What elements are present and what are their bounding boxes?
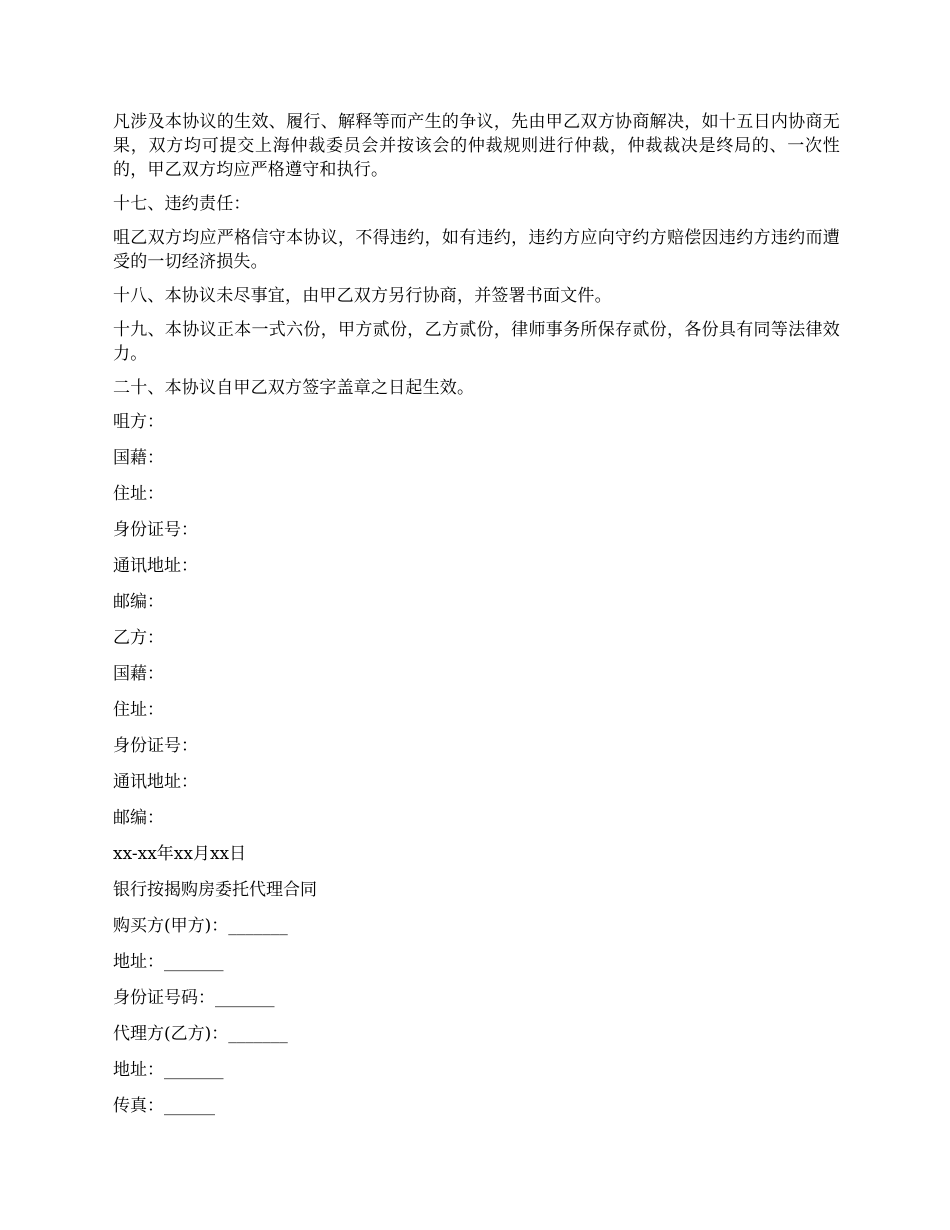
contract-title: 银行按揭购房委托代理合同 <box>113 880 317 900</box>
party-b-address-label: 住址： <box>113 700 164 720</box>
party-b-id-number-label: 身份证号： <box>113 736 198 756</box>
party-a-nationality-label: 国藉： <box>113 448 164 468</box>
party-a-mailing-address-label: 通讯地址： <box>113 556 198 576</box>
section-18-paragraph: 十八、本协议未尽事宜，由甲乙双方另行协商，并签署书面文件。 <box>113 286 612 306</box>
agent-fax-field: 传真：______ <box>113 1096 215 1116</box>
party-b-label: 乙方： <box>113 628 164 648</box>
party-a-label: 咀方： <box>113 412 164 432</box>
agent-field: 代理方(乙方)：_______ <box>113 1024 288 1044</box>
party-a-address-label: 住址： <box>113 484 164 504</box>
buyer-id-number-field: 身份证号码：_______ <box>113 988 275 1008</box>
party-b-mailing-address-label: 通讯地址： <box>113 772 198 792</box>
section-17-heading: 十七、违约责任： <box>113 194 251 214</box>
party-a-postcode-label: 邮编： <box>113 592 164 612</box>
section-20-paragraph: 二十、本协议自甲乙双方签字盖章之日起生效。 <box>113 378 475 398</box>
section-19-paragraph: 十九、本协议正本一式六份，甲方贰份，乙方贰份，律师事务所保存贰份，各份具有同等法律效力。 <box>113 320 840 364</box>
buyer-field: 购买方(甲方)：_______ <box>113 916 288 936</box>
party-b-nationality-label: 国藉： <box>113 664 164 684</box>
party-a-id-number-label: 身份证号： <box>113 520 198 540</box>
agent-address-field: 地址：_______ <box>113 1060 224 1080</box>
breach-liability-paragraph: 咀乙双方均应严格信守本协议，不得违约，如有违约，违约方应向守约方赔偿因违约方违约而遭受的一切经济损失。 <box>113 228 840 272</box>
dispute-resolution-paragraph: 凡涉及本协议的生效、履行、解释等而产生的争议，先由甲乙双方协商解决，如十五日内协商无果，双方均可提交上海仲裁委员会并按该会的仲裁规则进行仲裁，仲裁裁决是终局的、一次性的，甲乙双方均应严格遵守和执行。 <box>113 112 840 180</box>
document-page <box>113 110 840 1130</box>
date-line: xx-xx年xx月xx日 <box>113 844 247 864</box>
buyer-address-field: 地址：_______ <box>113 952 224 972</box>
party-b-postcode-label: 邮编： <box>113 808 164 828</box>
